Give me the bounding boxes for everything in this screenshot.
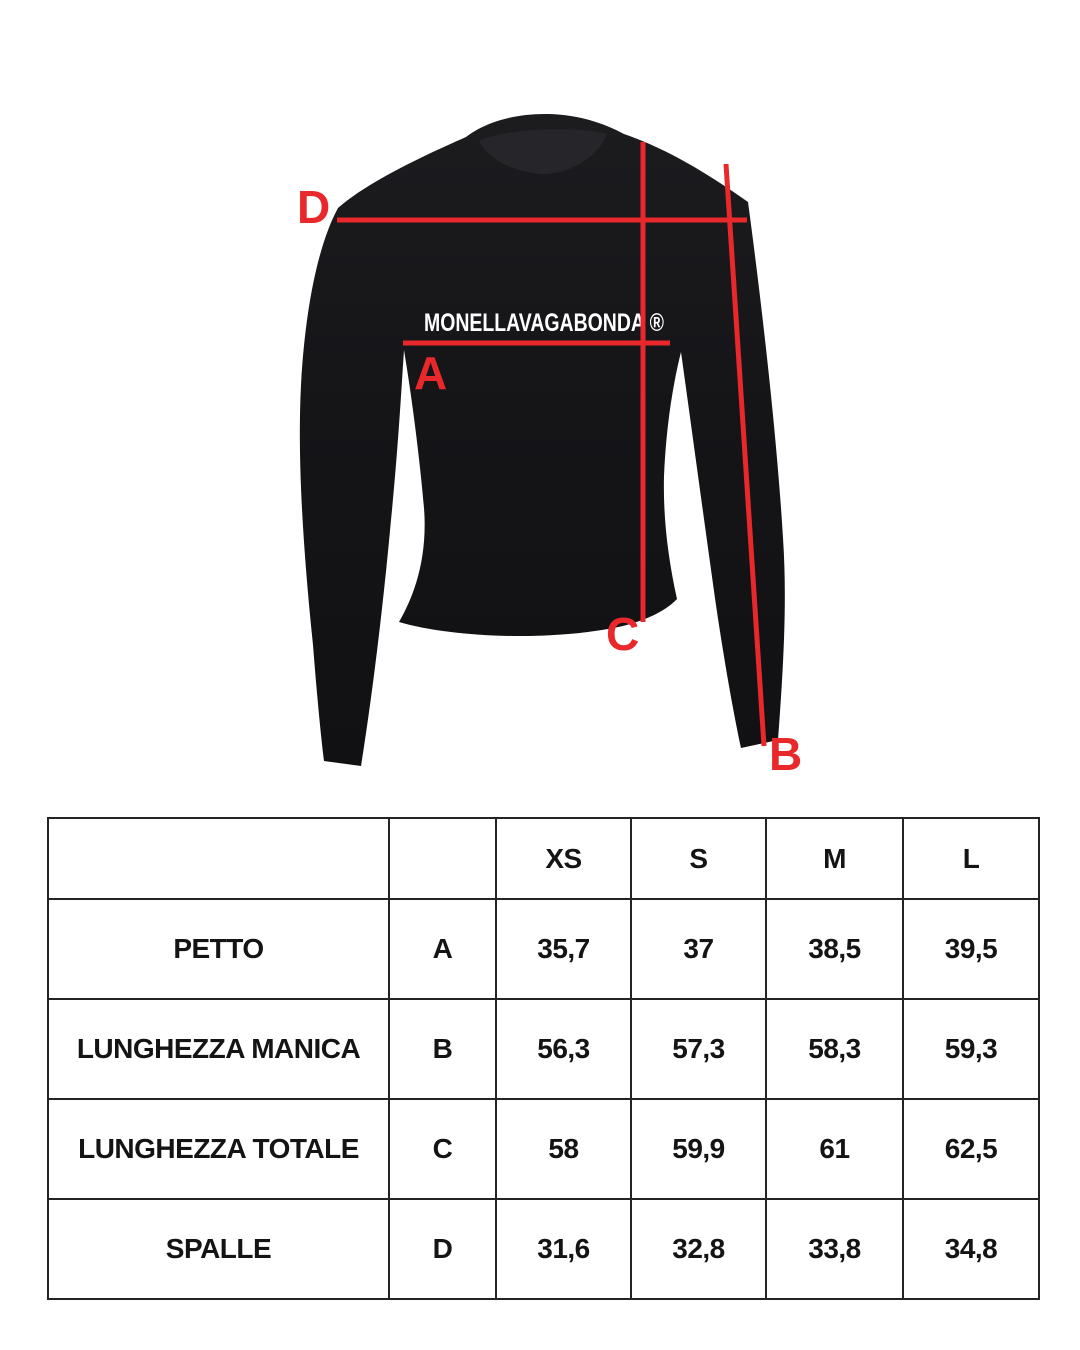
table-row-petto <box>48 899 1039 999</box>
table-empty-corner <box>389 818 496 899</box>
size-header-s: S <box>631 818 766 899</box>
size-header-xs: XS <box>496 818 631 899</box>
cell-value: 59,9 <box>631 1099 766 1199</box>
table-row-spalle <box>48 1199 1039 1299</box>
cell-value: 59,3 <box>903 999 1039 1099</box>
shirt-silhouette <box>300 114 785 766</box>
brand-logo: MONELLAVAGABONDA ® <box>424 309 665 337</box>
table-row-lunghezza-totale <box>48 1099 1039 1199</box>
row-letter: B <box>389 999 496 1099</box>
table-empty-corner <box>48 818 389 899</box>
row-label: SPALLE <box>48 1199 389 1299</box>
measurement-label-d: D <box>297 181 331 233</box>
table-header-row <box>48 818 1039 899</box>
size-header-l: L <box>903 818 1039 899</box>
size-table <box>47 817 1040 1300</box>
cell-value: 57,3 <box>631 999 766 1099</box>
row-letter: C <box>389 1099 496 1199</box>
cell-value: 58,3 <box>766 999 903 1099</box>
row-label: PETTO <box>48 899 389 999</box>
measurement-label-c: C <box>606 608 640 660</box>
cell-value: 39,5 <box>903 899 1039 999</box>
cell-value: 31,6 <box>496 1199 631 1299</box>
cell-value: 37 <box>631 899 766 999</box>
measurement-label-b: B <box>769 728 803 780</box>
cell-value: 35,7 <box>496 899 631 999</box>
row-label: LUNGHEZZA MANICA <box>48 999 389 1099</box>
cell-value: 34,8 <box>903 1199 1039 1299</box>
cell-value: 38,5 <box>766 899 903 999</box>
cell-value: 32,8 <box>631 1199 766 1299</box>
table-row-lunghezza-manica <box>48 999 1039 1099</box>
size-header-m: M <box>766 818 903 899</box>
cell-value: 61 <box>766 1099 903 1199</box>
row-label: LUNGHEZZA TOTALE <box>48 1099 389 1199</box>
row-letter: D <box>389 1199 496 1299</box>
cell-value: 33,8 <box>766 1199 903 1299</box>
cell-value: 56,3 <box>496 999 631 1099</box>
measurement-label-a: A <box>414 347 448 399</box>
cell-value: 58 <box>496 1099 631 1199</box>
row-letter: A <box>389 899 496 999</box>
cell-value: 62,5 <box>903 1099 1039 1199</box>
